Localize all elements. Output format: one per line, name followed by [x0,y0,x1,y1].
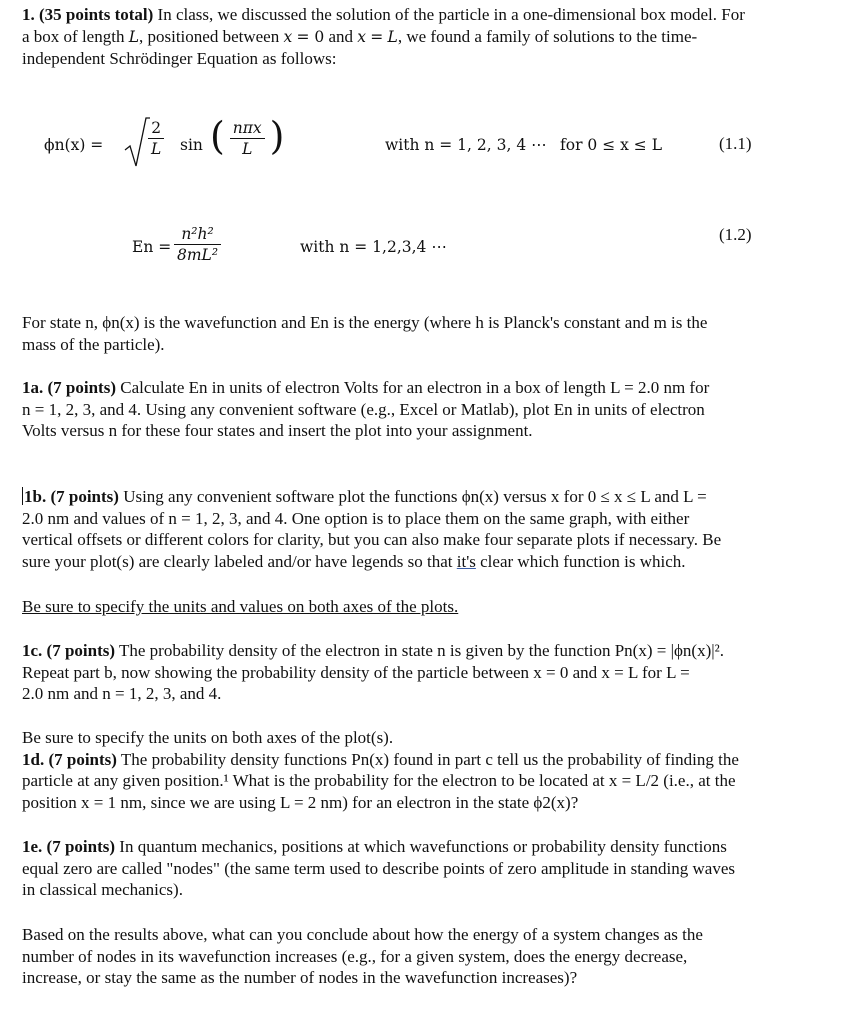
part-1c-line-1: The probability density of the electron in state n is given by the function Pn(x) = |ϕn(x)|². [118,641,724,660]
equation-1-1-label: (1.1) [719,134,752,153]
units-note-wrapper [22,596,834,618]
sqrt-denominator: L [151,140,162,158]
part-1d-label: 1d. (7 points) [22,749,117,769]
equation-1-2-condition: with n = 1,2,3,4 ⋯ [300,238,447,256]
part-1b-line-2: 2.0 nm and values of n = 1, 2, 3, and 4. One option is to place them on the same graph, with either [22,508,690,528]
part-1d-line-3: position x = 1 nm, since we are using L = 2 nm) for an electron in the state ϕ2(x)? [22,792,579,812]
equation-1-1-condition-n: with n = 1, 2, 3, 4 ⋯ [385,136,547,154]
intro-text-d: and [328,26,354,46]
equation-1-1-condition-x: for 0 ≤ x ≤ L [560,136,662,154]
part-1e-line-1: In quantum mechanics, positions at which wavefunctions or probability density functions [119,837,727,856]
part-1a-line-2: n = 1, 2, 3, and 4. Using any convenient software (e.g., Excel or Matlab), plot En in units of electron [22,399,705,419]
part-1e [22,836,834,901]
part-1c [22,640,834,705]
text-cursor [22,487,23,505]
state-description [22,312,834,355]
part-1a [22,377,834,442]
sin-argument: ( $\frac{\text{nπx}}{L}$ ) [210,114,285,158]
arg-denominator: L [242,140,253,158]
part-1d-line-2: particle at any given position.¹ What is the probability for the electron to be located at x = L/2 (i.e., at the [22,771,736,790]
part-1b-line-4c: clear which function is which. [480,551,686,571]
question-1-intro: 1. (35 points total) In class, we discussed the solution of the particle in a one-dimensional box model. For a box of length L, positioned between x = 0 and x = L, we found a family of solutions to the time- independent Schrödinger Equation as follows: [22,4,834,70]
energy-numerator: n²h² [174,224,221,245]
part-1b-line-3: vertical offsets or different colors for clarity, but you can also make four separate plots if necessary. Be [22,530,722,549]
equation-1-2-lhs: En = [132,238,172,256]
part-1e-line-2: equal zero are called "nodes" (the same term used to describe points of zero amplitude in standing waves [22,858,735,878]
question-points: (35 points total) [39,5,154,24]
part-1d-line-1: The probability density functions Pn(x) found in part c tell us the probability of finding the [120,749,739,769]
part-1b-label: 1b. (7 points) [24,487,119,506]
sqrt-symbol [124,116,150,168]
part-1a-line-1: Calculate En in units of electron Volts for an electron in a box of length L = 2.0 nm for [120,378,710,397]
part-1a-label: 1a. (7 points) [22,378,116,397]
intro-text-f: independent Schrödinger Equation as follows: [22,49,337,68]
part-1a-line-3: Volts versus n for these four states and insert the plot into your assignment. [22,421,533,440]
part-1e-line-3: in classical mechanics). [22,880,183,899]
equation-1-1-lhs: ϕn(x) = [44,136,104,154]
energy-denominator: 8mL² [177,246,219,264]
units-note: Be sure to specify the units and values on both axes of the plots. [22,597,459,616]
intro-text-a: In class, we discussed the solution of the particle in a one-dimensional box model. For [157,5,745,24]
part-1b-line-1: Using any convenient software plot the functions ϕn(x) versus x for 0 ≤ x ≤ L and L = [123,487,707,506]
final-question [22,924,834,989]
part-1c-line-2: Repeat part b, now showing the probability density of the particle between x = 0 and x = L for L = [22,662,690,682]
intro-text-c: , positioned between [139,26,280,46]
equation-1-2-fraction [174,224,221,265]
intro-text-b: a box of length [22,26,125,46]
final-line-3: increase, or stay the same as the number of nodes in the wavefunction increases)? [22,968,578,987]
intro-text-e: , we found a family of solutions to the time- [397,26,698,46]
arg-numerator: nπx [230,118,265,139]
state-line-2: mass of the particle). [22,334,165,354]
question-number: 1. [22,5,35,24]
part-1e-label: 1e. (7 points) [22,837,116,856]
final-line-1: Based on the results above, what can you conclude about how the energy of a system changes as the [22,925,703,944]
part-1b-line-4a: sure your plot(s) are clearly labeled and/or have legends so that [22,551,453,571]
part-1d [22,727,834,813]
part-1b [22,486,834,572]
sin-function: sin [180,136,203,154]
equation-1-2-label: (1.2) [719,225,752,244]
final-line-2: number of nodes in its wavefunction increases (e.g., for a given system, does the energy decrease, [22,946,688,966]
sqrt-numerator: 2 [148,118,164,139]
state-line-1: For state n, ϕn(x) is the wavefunction and En is the energy (where h is Planck's constant and m is the [22,313,708,332]
part-1c-label: 1c. (7 points) [22,641,116,660]
sqrt-fraction [148,118,164,159]
part-1b-line-4b: it's [456,551,476,571]
part-1c-line-3: 2.0 nm and n = 1, 2, 3, and 4. [22,684,222,703]
part-1d-pre: Be sure to specify the units on both axes of the plot(s). [22,728,394,747]
